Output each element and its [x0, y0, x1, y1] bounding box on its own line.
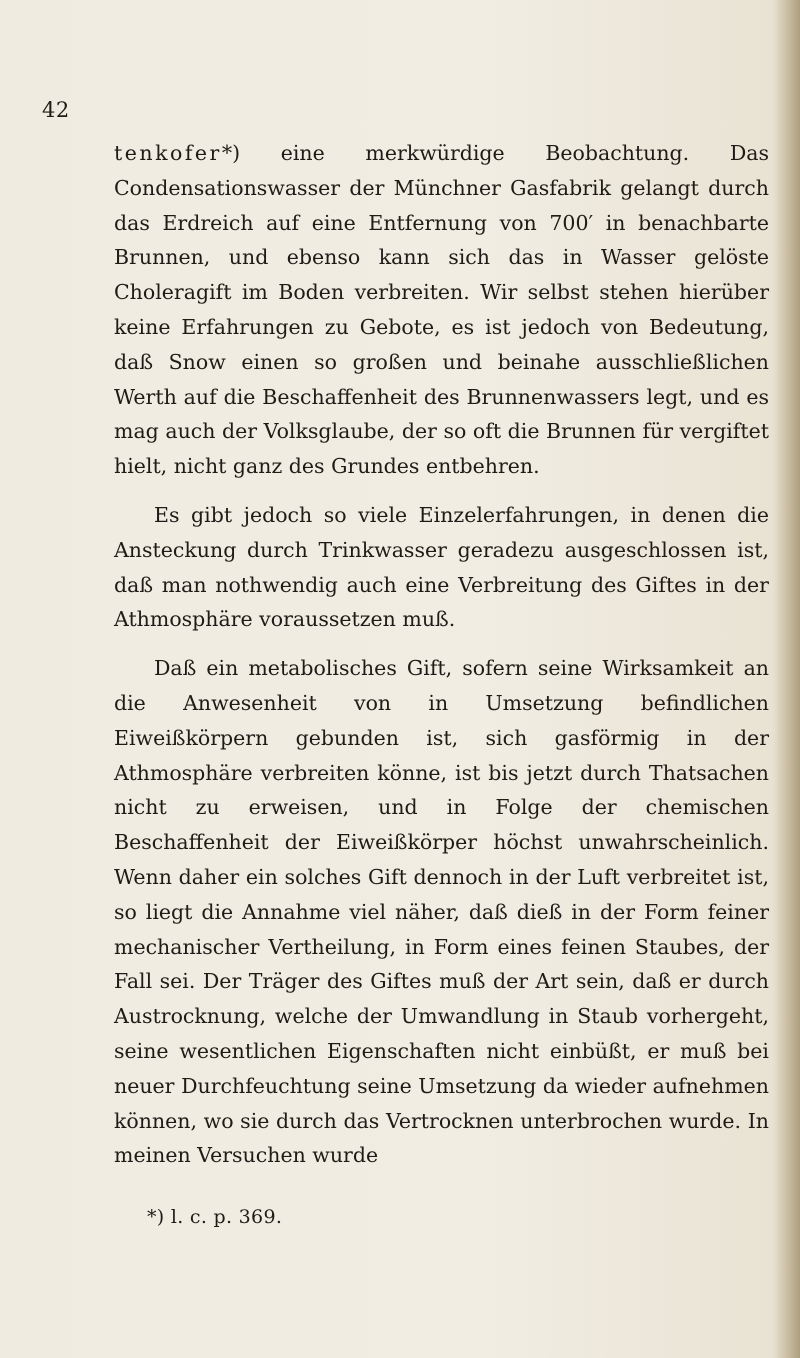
footnote: *) l. c. p. 369.: [147, 1206, 283, 1228]
paragraph-3-text: Daß ein metabolisches Gift, sofern seine Wirksamkeit an die Anwesenheit von in Umsetzung befindlichen Eiweißkörpern gebunden ist, sich gasförmig in der Athmosphäre verbreiten könne, ist bis jetzt durch Thatsachen nicht zu erweisen, und in Folge der chemischen Beschaffenheit der Eiweißkörper höchst unwahrscheinlich. Wenn daher ein solches Gift dennoch in der Luft verbreitet ist, so liegt die Annahme viel näher, daß dieß in der Form feiner mechanischer Vertheilung, in Form eines feinen Staubes, der Fall sei. Der Träger des Giftes muß der Art sein, daß er durch Austrocknung, welche der Umwandlung in Staub vorhergeht, seine wesentlichen Eigenschaften nicht einbüßt, er muß bei neuer Durchfeuchtung seine Umsetzung da wieder aufnehmen können, wo sie durch das Vertrocknen unterbrochen wurde. In meinen Versuchen wurde: [114, 656, 769, 1168]
page-number: 42: [42, 98, 70, 122]
paragraph-2-text: Es gibt jedoch so viele Einzelerfahrungen, in denen die Ansteckung durch Trinkwasser geradezu ausgeschlossen ist, daß man nothwendig auch eine Verbreitung des Giftes in der Athmosphäre voraussetzen muß.: [114, 502, 769, 632]
paragraph-1-text: *) eine merkwürdige Beobachtung. Das Condensationswasser der Münchner Gasfabrik gelangt durch das Erdreich auf eine Entfernung von 700′ in benachbarte Brunnen, und ebenso kann sich das in Wasser gelöste Choleragift im Boden verbreiten. Wir selbst stehen hierüber keine Erfahrungen zu Gebote, es ist jedoch von Bedeutung, daß Snow einen so großen und beinahe ausschließlichen Werth auf die Beschaffenheit des Brunnenwassers legt, und es mag auch der Volksglaube, der so oft die Brunnen für vergiftet hielt, nicht ganz des Grundes entbehren.: [114, 141, 769, 479]
page-edge-shadow: [774, 0, 800, 1358]
paragraph-1: [114, 136, 769, 484]
main-text: [114, 136, 769, 1173]
spaced-name: tenkofer: [114, 141, 222, 165]
paragraph-3: [114, 651, 769, 1173]
paragraph-2: [114, 498, 769, 637]
